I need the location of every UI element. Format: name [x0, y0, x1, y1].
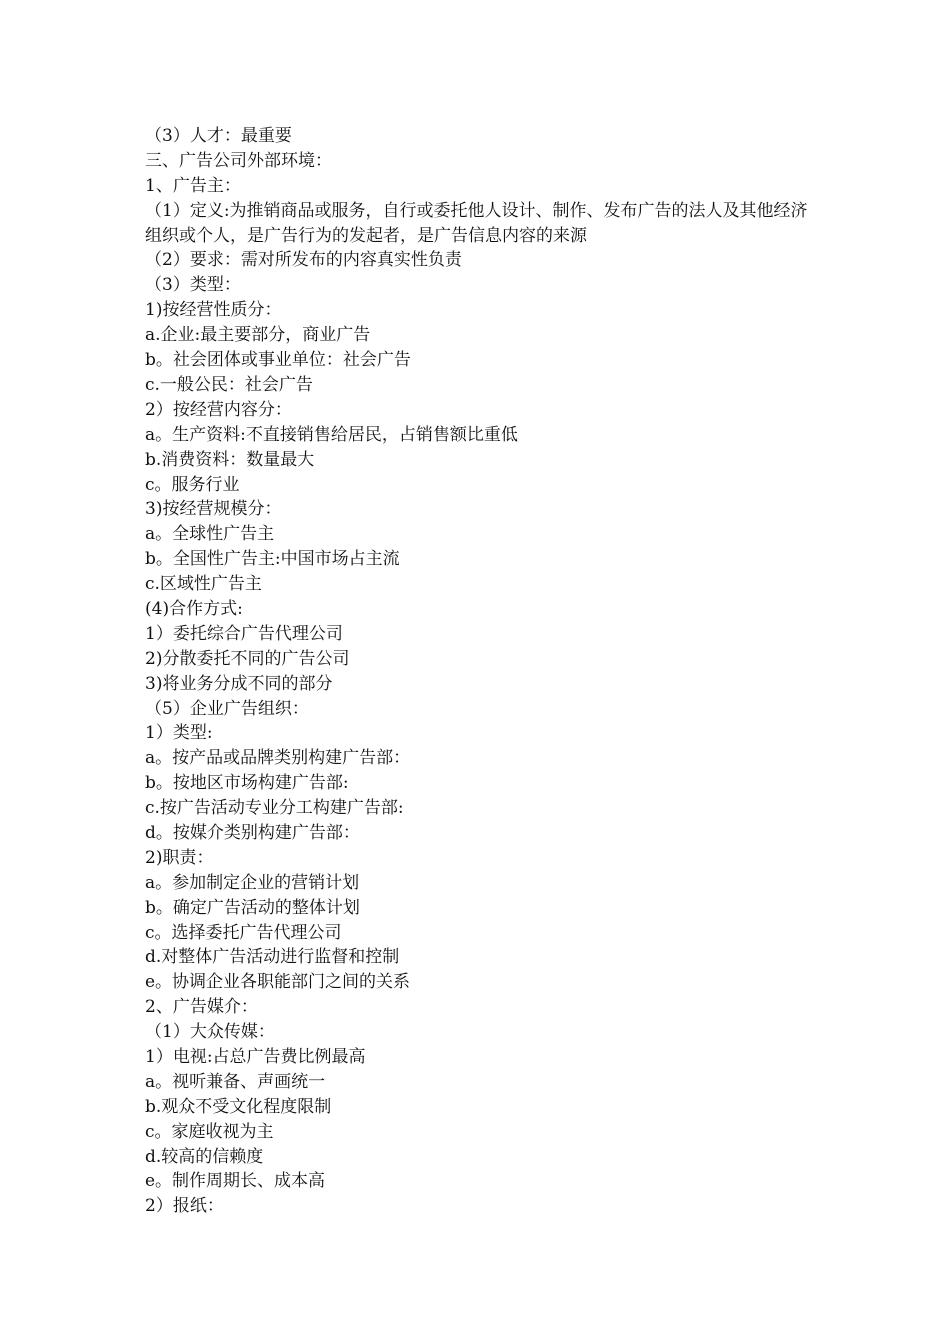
- list-item: 1）委托综合广告代理公司: [145, 623, 343, 644]
- text-line: 3)按经营规模分：: [145, 499, 282, 520]
- list-item: b.观众不受文化程度限制: [145, 1096, 332, 1117]
- list-item: a。视听兼备、声画统一: [145, 1071, 326, 1092]
- text-line: (4)合作方式:: [145, 598, 243, 619]
- text-line: （2）要求：需对所发布的内容真实性负责: [145, 250, 462, 271]
- text-line: 1)按经营性质分：: [145, 300, 282, 321]
- list-item: b。按地区市场构建广告部:: [145, 773, 349, 794]
- document-body: [145, 124, 815, 1219]
- text-line: 2)职责：: [145, 847, 214, 868]
- list-item: c.区域性广告主: [145, 574, 262, 595]
- list-item: d。按媒介类别构建广告部：: [145, 822, 360, 843]
- list-item: b。确定广告活动的整体计划: [145, 897, 360, 918]
- list-item: d.对整体广告活动进行监督和控制: [145, 947, 400, 968]
- list-item: c.一般公民：社会广告: [145, 374, 313, 395]
- text-line: （3）类型：: [145, 275, 241, 296]
- text-line: 1）类型:: [145, 723, 213, 744]
- text-line: （5）企业广告组织：: [145, 698, 309, 719]
- list-item: c。服务行业: [145, 474, 240, 495]
- list-item: c。家庭收视为主: [145, 1121, 274, 1142]
- list-item: e。协调企业各职能部门之间的关系: [145, 972, 411, 993]
- text-line: （1）大众传媒：: [145, 1022, 275, 1043]
- list-item: b.消费资料：数量最大: [145, 449, 315, 470]
- list-item: a。参加制定企业的营销计划: [145, 872, 360, 893]
- section-heading: 三、广告公司外部环境：: [145, 150, 332, 171]
- list-item: a。全球性广告主: [145, 524, 275, 545]
- text-line: 2）按经营内容分：: [145, 399, 292, 420]
- subsection-heading: 1、广告主：: [145, 175, 241, 196]
- list-item: a。按产品或品牌类别构建广告部：: [145, 748, 411, 769]
- list-item: 2)分散委托不同的广告公司: [145, 648, 350, 669]
- text-line: 2）报纸：: [145, 1196, 224, 1217]
- list-item: a。生产资料:不直接销售给居民，占销售额比重低: [145, 424, 518, 445]
- list-item: d.较高的信赖度: [145, 1146, 264, 1167]
- list-item: b。社会团体或事业单位：社会广告: [145, 350, 411, 371]
- list-item: e。制作周期长、成本高: [145, 1171, 326, 1192]
- list-item: a.企业:最主要部分，商业广告: [145, 325, 371, 346]
- text-paragraph: （1）定义:为推销商品或服务，自行或委托他人设计、制作、发布广告的法人及其他经济组织或个人，是广告行为的发起者，是广告信息内容的来源: [145, 200, 808, 246]
- list-item: c.按广告活动专业分工构建广告部:: [145, 798, 404, 819]
- list-item: 3)将业务分成不同的部分: [145, 673, 333, 694]
- text-line: （3）人才：最重要: [145, 126, 292, 146]
- subsection-heading: 2、广告媒介：: [145, 997, 258, 1018]
- list-item: b。全国性广告主:中国市场占主流: [145, 549, 400, 570]
- text-line: 1）电视:占总广告费比例最高: [145, 1046, 366, 1067]
- list-item: c。选择委托广告代理公司: [145, 922, 342, 943]
